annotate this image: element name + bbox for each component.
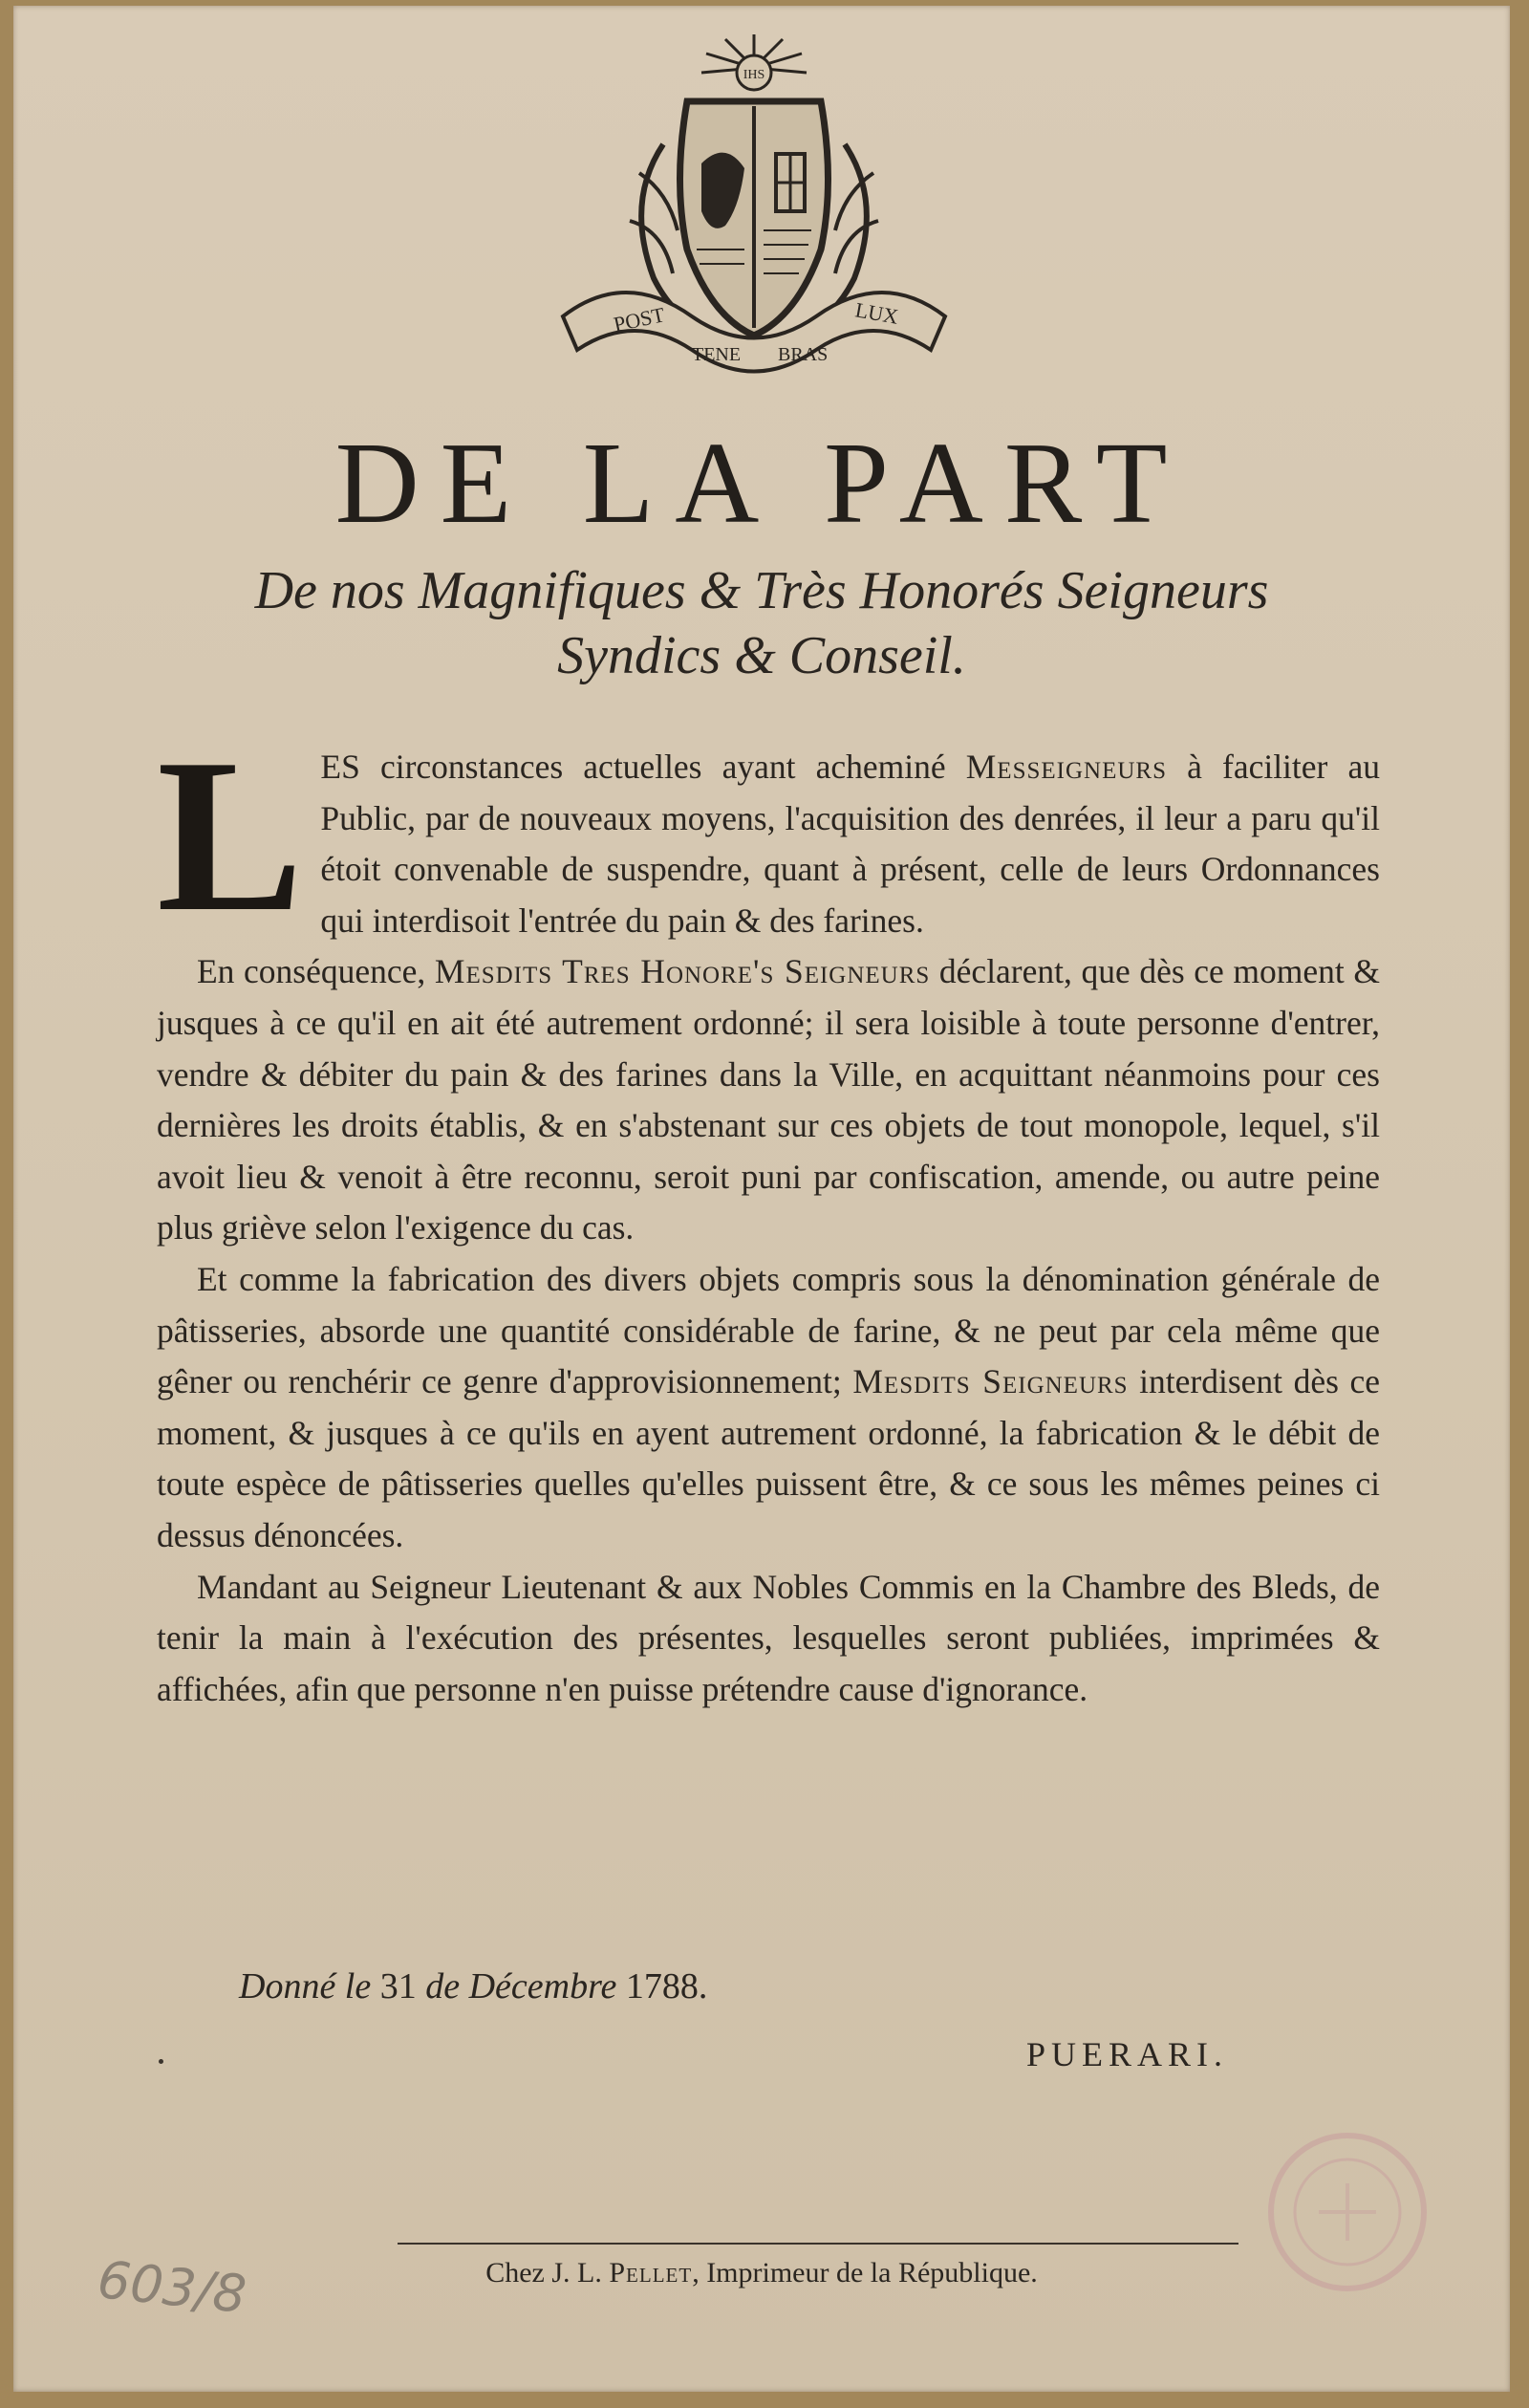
coat-of-arms-icon xyxy=(549,30,959,402)
broadside-sheet xyxy=(13,6,1510,2392)
printer-suffix: , Imprimeur de la République. xyxy=(692,2257,1038,2289)
page-title: DE LA PART xyxy=(334,419,1189,548)
subtitle-line-1: De nos Magnifiques & Très Honorés Seigneurs xyxy=(254,561,1269,620)
printer-prefix: Chez J. L. xyxy=(485,2257,610,2289)
paragraph-1 xyxy=(157,713,1380,957)
signature: PUERARI. xyxy=(1026,2035,1229,2073)
motto-left: POST xyxy=(611,302,667,336)
subtitle-line-2: Syndics & Conseil. xyxy=(557,626,966,685)
p3-text-a: Et comme la fabrication des divers objets compris sous la dénomination générale de pâtisseries, absorde une quantité considérable de farine, & ne peut par cela même que gêner ou renchérir ce genre d'approvisionnement; xyxy=(157,1259,1380,1401)
shelf-mark: 603/8 xyxy=(95,2249,249,2325)
crest-text: IHS xyxy=(743,68,765,82)
date-year: 1788. xyxy=(625,1966,708,2007)
date-prefix: Donné le xyxy=(239,1966,380,2007)
library-stamp-icon xyxy=(1261,2126,1433,2298)
paragraph-2 xyxy=(157,946,1380,1254)
drop-cap: L xyxy=(157,713,304,957)
p3-small-caps: Mesdits Seigneurs xyxy=(852,1362,1129,1401)
date-month: de Décembre xyxy=(416,1966,626,2007)
ordinance-body xyxy=(157,713,1381,1715)
p1-text-b: à faciliter au Public, par de nouveaux moyens, l'acquisition des denrées, il leur a paru qu'il étoit convenable de suspendre, quant à présent, celle de leurs Ordonnances qui interdisoit l'entrée du pain & des farines. xyxy=(320,748,1380,940)
motto-center-2: BRAS xyxy=(778,344,829,365)
p2-text-a: En conséquence, xyxy=(197,952,435,991)
p1-small-caps: Messeigneurs xyxy=(965,748,1167,786)
p1-text-a: ES circonstances actuelles ayant acheminé xyxy=(320,748,966,786)
p2-small-caps: Mesdits Tres Honore's Seigneurs xyxy=(434,952,931,991)
p2-text-b: déclarent, que dès ce moment & jusques à ce qu'il en ait été autrement ordonné; il sera loisible à toute personne d'entrer, vendre & débiter du pain & des farines dans la Ville, en acquittant néanmoins pour ces dernières les droits établis, & en s'abstenant sur ces objets de tout monopole, lequel, s'il avoit lieu & venoit à être reconnu, seroit puni par confiscation, amende, ou autre peine plus griève selon l'exigence du cas. xyxy=(157,952,1380,1247)
issue-date xyxy=(239,1965,707,2007)
footer-rule xyxy=(398,2243,1238,2245)
paragraph-4: Mandant au Seigneur Lieutenant & aux Nobles Commis en la Chambre des Bleds, de tenir la main à l'exécution des présentes, lesquelles seront publiées, imprimées & affichées, afin que personne n'en puisse prétendre cause d'ignorance. xyxy=(157,1567,1380,1708)
date-day: 31 xyxy=(379,1966,417,2007)
paragraph-3 xyxy=(157,1254,1380,1562)
ink-dot xyxy=(159,2059,163,2064)
p3-text-b: interdisent dès ce moment, & jusques à ce qu'ils en ayent autrement ordonné, la fabrication & le débit de toute espèce de pâtisseries quelles qu'elles puissent être, & ce sous les mêmes peines ci dessus dénoncées. xyxy=(157,1362,1381,1554)
printer-name: Pellet xyxy=(609,2257,693,2289)
motto-right: LUX xyxy=(853,297,901,329)
motto-center: TENE xyxy=(692,344,742,365)
